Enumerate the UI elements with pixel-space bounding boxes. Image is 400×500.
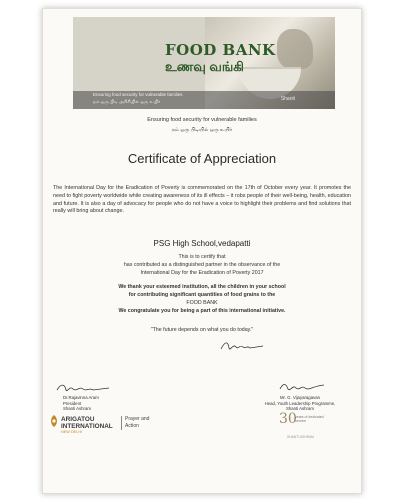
badge-text: years of dedicated service [295, 415, 324, 423]
certificate-title: Certificate of Appreciation [127, 151, 277, 166]
certificate-paper [42, 8, 362, 494]
school-name: PSG High School,vedapatti [153, 239, 251, 248]
left-signatory-title: President [63, 400, 82, 406]
right-signatory [245, 395, 355, 412]
thanks-line3: FOOD BANK [186, 300, 218, 306]
certify-line3: International Day for the Eradication of Poverty 2017 [140, 270, 264, 276]
left-signatory [63, 395, 99, 412]
banner-strip [73, 91, 335, 109]
quote: "The future depends on what you do today." [150, 327, 254, 333]
prayer-action-line1: Prayer and [125, 416, 150, 422]
arigatou-name-line2: INTERNATIONAL [61, 423, 113, 430]
right-signatory-title: Head, Youth Leadership Programme, [264, 400, 336, 406]
tagline-tamil: நம் ஒரு பிடியில் ஒரு உயிர் [171, 127, 233, 133]
right-signature [277, 380, 327, 394]
center-signature [219, 339, 265, 353]
thanks-line4: We congratulate you for being a part of this international initiative. [118, 308, 286, 314]
banner-strip-line1: Ensuring food security for vulnerable families [93, 92, 183, 97]
badge-org: SHANTI ASHRAM [287, 435, 314, 439]
shanti-logo: Shanti [280, 96, 295, 102]
footer-divider [121, 416, 122, 430]
arigatou-subtitle: NEW DELHI [61, 430, 83, 434]
prayer-action-tag [125, 416, 149, 430]
badge-number: 30 [279, 411, 297, 427]
prayer-action-line2: Action [125, 423, 139, 429]
banner-title-tamil: உணவு வங்கி [165, 59, 244, 74]
banner-title: FOOD BANK [165, 41, 276, 59]
food-bank-banner [73, 17, 335, 109]
banner-strip-line2: நம் ஒரு பிடி அரிசியில் ஒரு உயிர் [93, 99, 161, 104]
right-signatory-org: Shanti Ashram [286, 406, 314, 411]
arigatou-logo-icon [49, 414, 59, 428]
left-signature [55, 382, 111, 394]
thanks-line2: for contributing significant quantities of food grains to the [128, 292, 276, 298]
intro-paragraph: The International Day for the Eradication of Poverty is commemorated on the 17th of October every year. It promotes the need to fight poverty worldwide while creating awareness of its ill effects – it robs people of their well-being, health, education and future. It is also a day of advocacy for people who do not have a voice to highlight their problems and find solutions that really will bring about change. [53, 185, 351, 215]
left-signatory-org: Shanti Ashram [63, 406, 91, 411]
arigatou-name-line1: ARIGATOU [61, 416, 95, 423]
hand-image [277, 29, 313, 69]
certify-line1: This is to certify that [178, 254, 226, 260]
tagline: Ensuring food security for vulnerable families [147, 117, 257, 123]
certify-line2: has contributed as a distinguished partner in the observance of the [123, 262, 281, 268]
right-signatory-name: Mr. G. Vijayaragavan [279, 395, 321, 400]
arigatou-name [61, 416, 113, 430]
left-signatory-name: Dr.Rajavinna Aram [63, 395, 99, 400]
thanks-line1: We thank your esteemed institution, all the children in your school [118, 284, 286, 290]
